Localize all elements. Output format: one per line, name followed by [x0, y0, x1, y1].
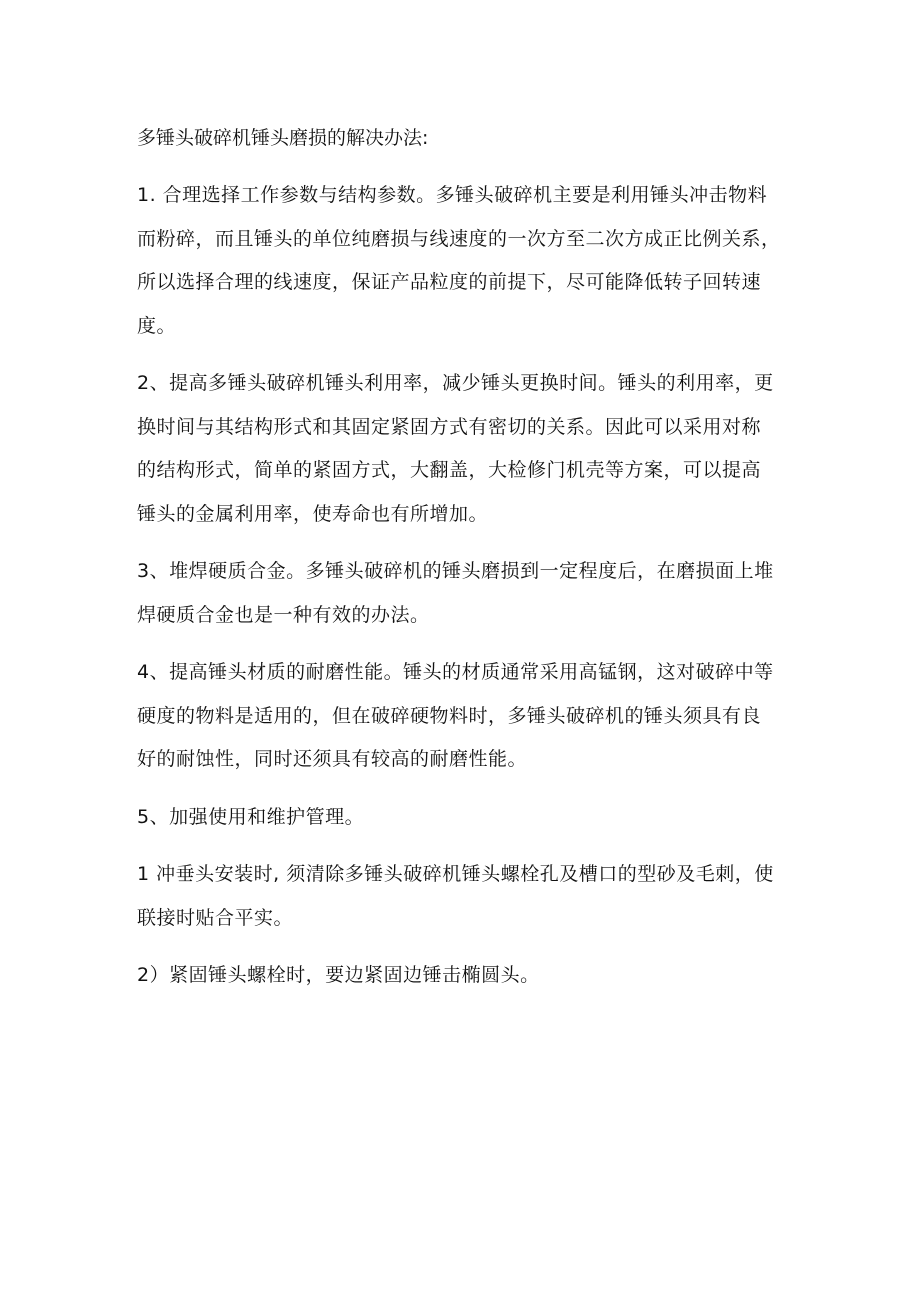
- paragraph-line: 好的耐蚀性，同时还须具有较高的耐磨性能。: [137, 748, 528, 770]
- paragraph-7: [137, 954, 810, 998]
- paragraph-line: 锤头的金属利用率，使寿命也有所增加。: [137, 502, 489, 525]
- paragraph-line: 焊硬质合金也是一种有效的办法。: [137, 603, 430, 626]
- paragraph-6: [137, 853, 810, 940]
- paragraph-line: 而粉碎，而且锤头的单位纯磨损与线速度的一次方至二次方成正比例关系，: [137, 227, 781, 250]
- paragraph-2: [137, 362, 810, 536]
- paragraph-line: 的结构形式，简单的紧固方式，大翻盖，大检修门机壳等方案，可以提高: [137, 459, 762, 481]
- paragraph-line: 2、提高多锤头破碎机锤头利用率，减少锤头更换时间。锤头的利用率，更: [137, 372, 774, 394]
- document-title: 多锤头破碎机锤头磨损的解决办法:: [137, 127, 429, 149]
- paragraph-line: 1. 合理选择工作参数与结构参数。多锤头破碎机主要是利用锤头冲击物料: [137, 184, 768, 206]
- paragraph-line: 联接时贴合平实。: [137, 906, 294, 929]
- paragraph-4: [137, 651, 810, 782]
- paragraph-3: [137, 550, 810, 637]
- paragraph-line: 2）紧固锤头螺栓时，要边紧固边锤击椭圆头。: [137, 964, 540, 986]
- paragraph-line: 所以选择合理的线速度，保证产品粒度的前提下，尽可能降低转子回转速: [137, 271, 762, 293]
- paragraph-line: 度。: [137, 314, 177, 337]
- paragraph-line: 硬度的物料是适用的，但在破碎硬物料时，多锤头破碎机的锤头须具有良: [137, 704, 762, 727]
- paragraph-5: [137, 796, 810, 840]
- paragraph-line: 换时间与其结构形式和其固定紧固方式有密切的关系。因此可以采用对称: [137, 415, 762, 438]
- paragraph-line: 4、提高锤头材质的耐磨性能。锤头的材质通常采用高锰钢，这对破碎中等: [137, 661, 774, 683]
- paragraph-line: 5、加强使用和维护管理。: [137, 805, 365, 828]
- paragraph-1: [137, 174, 810, 348]
- paragraph-line: 3、堆焊硬质合金。多锤头破碎机的锤头磨损到一定程度后，在磨损面上堆: [137, 560, 774, 582]
- paragraph-line: 1 冲垂头安装时, 须清除多锤头破碎机锤头螺栓孔及槽口的型砂及毛刺，使: [137, 863, 774, 885]
